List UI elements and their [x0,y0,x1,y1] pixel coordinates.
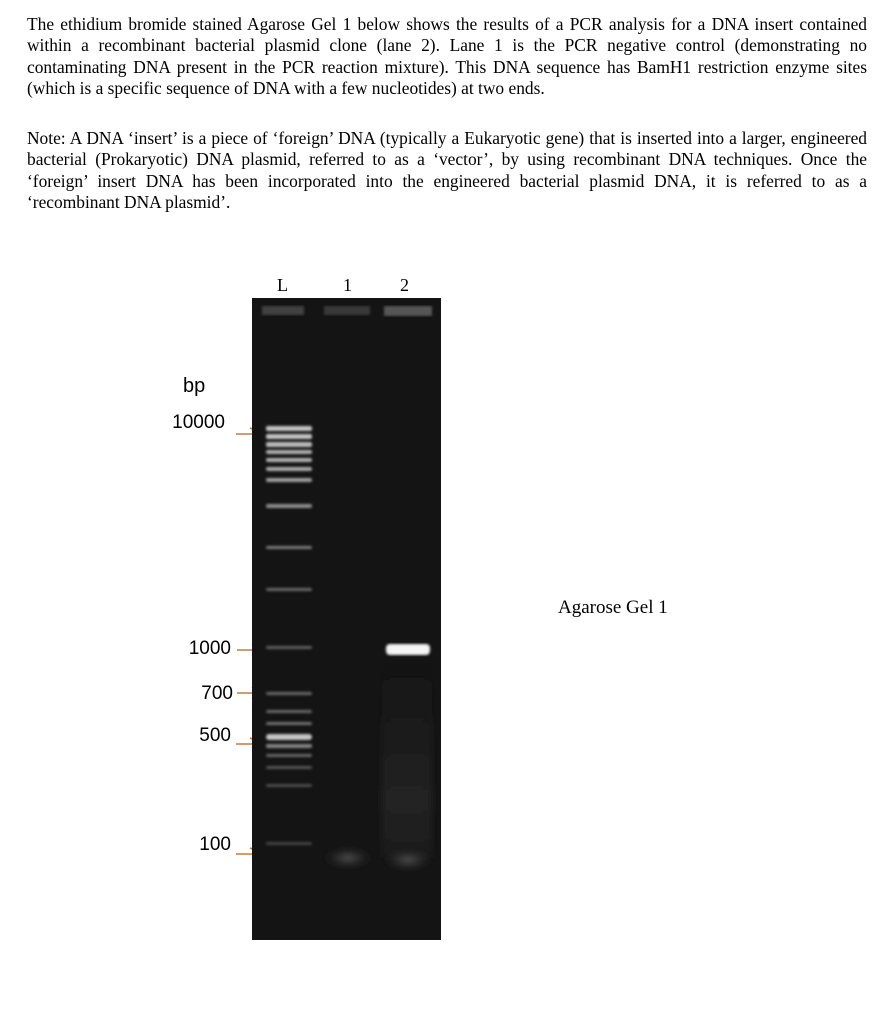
lane-2-smear [382,658,432,858]
well-lane-2 [384,306,432,316]
marker-label-10000: 10000 [172,412,225,433]
gel-image [252,298,441,940]
well-lane-1 [324,306,370,315]
intro-paragraph: The ethidium bromide stained Agarose Gel 1 below shows the results of a PCR analysis for a DNA insert contained within a recombinant bacterial plasmid clone (lane 2). Lane 1 is the PCR negative control (demonstrating no contaminating DNA present in the PCR reaction mixture). This DNA sequence has BamH1 restriction enzyme sites (which is a specific sequence of DNA with a few nucleotides) at two ends. [27,14,867,98]
marker-label-500: 500 [199,725,231,746]
ladder-bands [266,426,312,845]
marker-label-100: 100 [199,834,231,855]
lane-2-primer-smear [382,850,434,870]
marker-label-1000: 1000 [188,638,231,659]
lane-label-1: 1 [343,275,352,295]
lane-1-primer-smear [322,848,374,868]
marker-label-700: 700 [201,683,233,704]
gel-graphic [252,298,441,940]
lane-2-product-band [386,644,430,655]
note-paragraph: Note: A DNA ‘insert’ is a piece of ‘foreign’ DNA (typically a Eukaryotic gene) that is inserted into a larger, engineered bacterial (Prokaryotic) DNA plasmid, referred to as a ‘vector’, by using recombinant DNA techniques. Once the ‘foreign’ insert DNA has been incorporated into the engineered bacterial plasmid DNA, it is referred to as a ‘recombinant DNA plasmid’. [27,128,867,212]
lane-label-2: 2 [400,275,409,295]
figure-caption: Agarose Gel 1 [558,597,668,618]
lane-label-ladder: L [277,275,288,295]
well-ladder [262,306,304,315]
bp-unit-label: bp [183,375,206,397]
